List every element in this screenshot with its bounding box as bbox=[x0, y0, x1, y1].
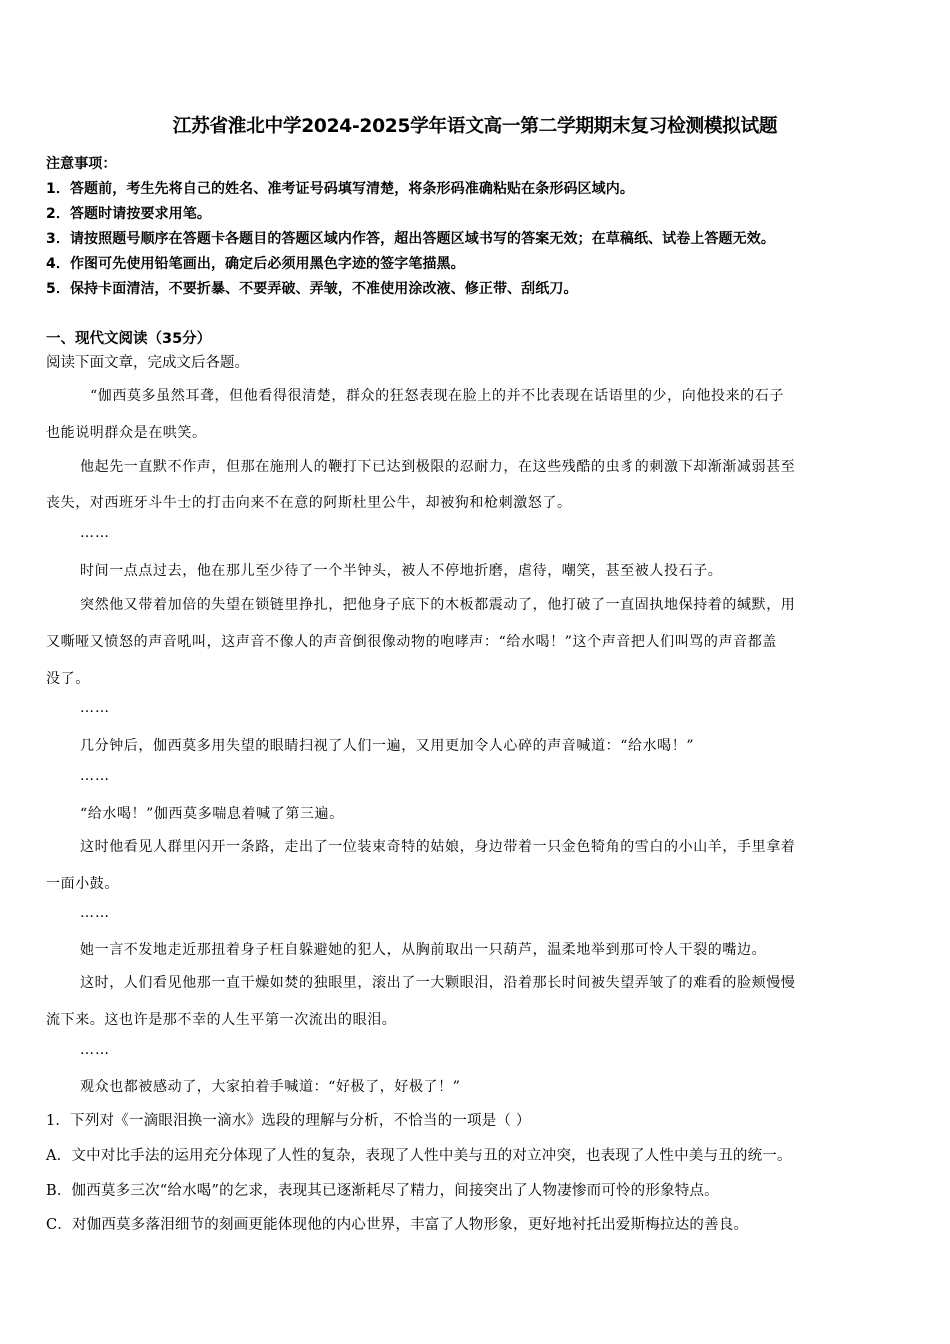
passage-ellipsis: …… bbox=[80, 905, 110, 921]
page-title: 江苏省淮北中学2024-2025学年语文高一第二学期期末复习检测模拟试题 bbox=[172, 116, 778, 137]
passage-line: 突然他又带着加倍的失望在锁链里挣扎，把他身子底下的木板都震动了，他打破了一直固执地保持着的缄默，用 bbox=[80, 597, 796, 613]
notice-heading: 注意事项： bbox=[46, 156, 117, 172]
notice-item: 2．答题时请按要求用笔。 bbox=[46, 206, 211, 222]
question-option-a: A．文中对比手法的运用充分体现了人性的复杂，表现了人性中美与丑的对立冲突，也表现了人性中美与丑的统一。 bbox=[46, 1148, 792, 1164]
passage-ellipsis: …… bbox=[80, 525, 110, 541]
passage-line: 一面小鼓。 bbox=[46, 876, 119, 892]
question-option-c: C．对伽西莫多落泪细节的刻画更能体现他的内心世界，丰富了人物形象，更好地衬托出爱斯梅拉达的善良。 bbox=[46, 1217, 749, 1233]
notice-item: 3．请按照题号顺序在答题卡各题目的答题区域内作答，超出答题区域书写的答案无效；在草稿纸、试卷上答题无效。 bbox=[46, 231, 775, 247]
passage-ellipsis: …… bbox=[80, 1042, 110, 1058]
passage-ellipsis: …… bbox=[80, 768, 110, 784]
section-intro: 阅读下面文章，完成文后各题。 bbox=[46, 355, 249, 371]
passage-line: 也能说明群众是在哄笑。 bbox=[46, 425, 207, 441]
passage-line: “伽西莫多虽然耳聋，但他看得很清楚，群众的狂怒表现在脸上的并不比表现在话语里的少，向他投来的石子 bbox=[90, 388, 784, 404]
passage-line: 她一言不发地走近那扭着身子枉自躲避她的犯人，从胸前取出一只葫芦，温柔地举到那可怜人干裂的嘴边。 bbox=[80, 942, 767, 958]
passage-line: 流下来。这也许是那不幸的人生平第一次流出的眼泪。 bbox=[46, 1012, 397, 1028]
passage-line: 这时他看见人群里闪开一条路，走出了一位装束奇特的姑娘，身边带着一只金色犄角的雪白的小山羊，手里拿着 bbox=[80, 839, 796, 855]
passage-line: 没了。 bbox=[46, 671, 90, 687]
passage-line: 这时，人们看见他那一直干燥如焚的独眼里，滚出了一大颗眼泪，沿着那长时间被失望弄皱了的难看的脸颊慢慢 bbox=[80, 975, 796, 991]
passage-line: 他起先一直默不作声，但那在施刑人的鞭打下已达到极限的忍耐力，在这些残酷的虫豸的刺激下却渐渐减弱甚至 bbox=[80, 459, 796, 475]
notice-item: 1．答题前，考生先将自己的姓名、准考证号码填写清楚，将条形码准确粘贴在条形码区域内。 bbox=[46, 181, 634, 197]
passage-line: 丧失，对西班牙斗牛士的打击向来不在意的阿斯杜里公牛，却被狗和枪刺激怒了。 bbox=[46, 495, 572, 511]
passage-line: “给水喝！”伽西莫多喘息着喊了第三遍。 bbox=[80, 806, 344, 822]
passage-line: 观众也都被感动了，大家拍着手喊道：“好极了，好极了！” bbox=[80, 1079, 461, 1095]
passage-ellipsis: …… bbox=[80, 700, 110, 716]
passage-line: 时间一点点过去，他在那儿至少待了一个半钟头，被人不停地折磨，虐待，嘲笑，甚至被人投石子。 bbox=[80, 563, 723, 579]
notice-item: 5．保持卡面清洁，不要折暴、不要弄破、弄皱，不准使用涂改液、修正带、刮纸刀。 bbox=[46, 281, 578, 297]
question-option-b: B．伽西莫多三次“给水喝”的乞求，表现其已逐渐耗尽了精力，间接突出了人物凄惨而可怜的形象特点。 bbox=[46, 1183, 719, 1199]
passage-line: 又嘶哑又愤怒的声音吼叫，这声音不像人的声音倒很像动物的咆哮声：“给水喝！”这个声音把人们叫骂的声音都盖 bbox=[46, 634, 777, 650]
passage-line: 几分钟后，伽西莫多用失望的眼睛扫视了人们一遍，又用更加令人心碎的声音喊道：“给水喝！” bbox=[80, 738, 695, 754]
notice-item: 4．作图可先使用铅笔画出，确定后必须用黑色字迹的签字笔描黑。 bbox=[46, 256, 465, 272]
question-stem: 1．下列对《一滴眼泪换一滴水》选段的理解与分析，不恰当的一项是（ ） bbox=[46, 1113, 531, 1129]
section-heading: 一、现代文阅读（35分） bbox=[46, 331, 212, 347]
